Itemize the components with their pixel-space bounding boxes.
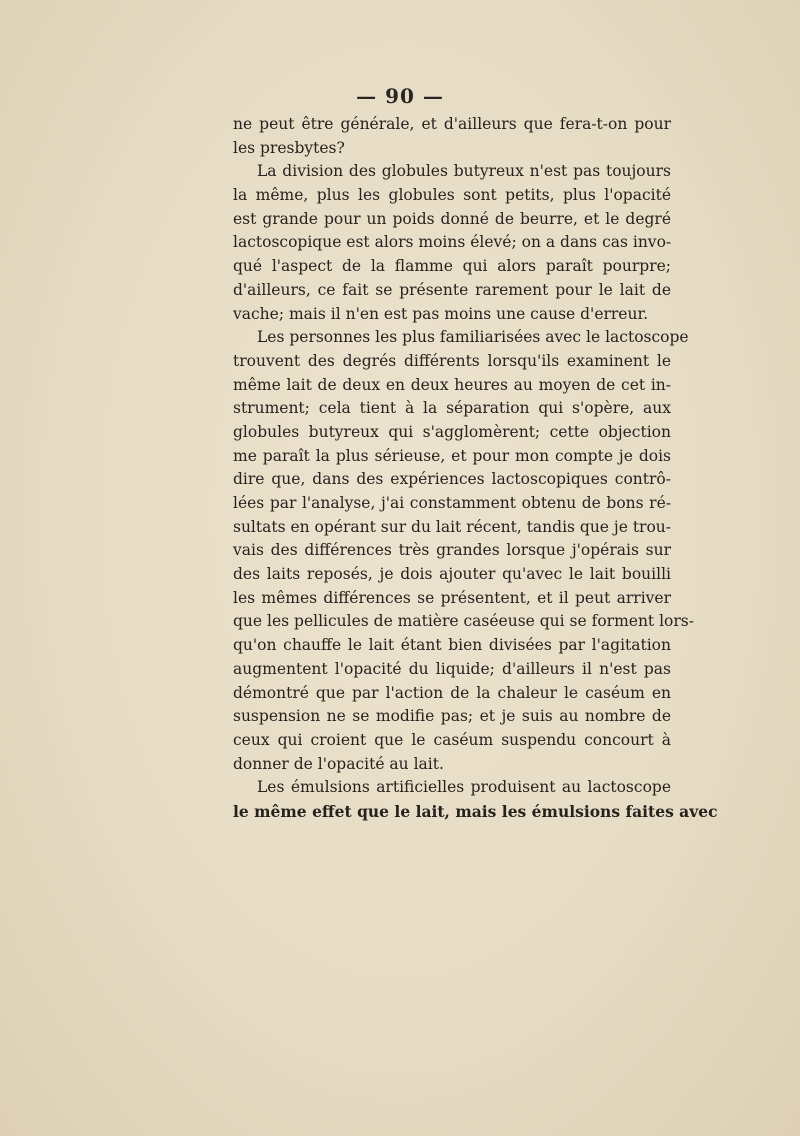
text-line: sultats en opérant sur du lait récent, tandis que je trou- — [233, 517, 672, 536]
text-line: globules butyreux qui s'agglomèrent; cette objection — [233, 422, 671, 441]
text-line: trouvent des degrés différents lorsqu'ils examinent le — [233, 351, 671, 370]
text-line: des laits reposés, je dois ajouter qu'avec le lait bouilli — [233, 565, 671, 584]
text-line: augmentent l'opacité du liquide; d'ailleurs il n'est pas — [233, 659, 671, 678]
text-line: la même, plus les globules sont petits, plus l'opacité — [233, 186, 671, 205]
text-line: vache; mais il n'en est pas moins une cause d'erreur. — [233, 304, 649, 323]
text-line: donner de l'opacité au lait. — [233, 754, 444, 773]
body-text — [233, 113, 718, 824]
text-line: d'ailleurs, ce fait se présente rarement pour le lait de — [233, 280, 671, 299]
text-line: les presbytes? — [233, 138, 345, 157]
text-line: est grande pour un poids donné de beurre, et le degré — [233, 209, 671, 228]
text-line: qué l'aspect de la flamme qui alors paraît pourpre; — [233, 257, 671, 276]
text-line: vais des différences très grandes lorsque j'opérais sur — [233, 541, 671, 560]
text-line: dire que, dans des expériences lactoscopiques contrô- — [233, 470, 671, 489]
text-line: démontré que par l'action de la chaleur le caséum en — [233, 683, 671, 702]
text-line: ne peut être générale, et d'ailleurs que fera-t-on pour — [233, 115, 671, 133]
text-line: même lait de deux en deux heures au moyen de cet in- — [233, 375, 671, 394]
text-line: Les personnes les plus familiarisées avec le lactoscope — [257, 328, 689, 347]
text-line: suspension ne se modifie pas; et je suis au nombre de — [233, 707, 671, 726]
text-line: que les pellicules de matière caséeuse qui se forment lors- — [233, 612, 694, 631]
text-line: strument; cela tient à la séparation qui s'opère, aux — [233, 399, 671, 418]
text-line: qu'on chauffe le lait étant bien divisées par l'agitation — [233, 636, 671, 655]
text-line: lactoscopique est alors moins élevé; on a dans cas invo- — [233, 233, 672, 252]
text-line: lées par l'analyse, j'ai constamment obtenu de bons ré- — [233, 494, 671, 512]
text-line: ceux qui croient que le caséum suspendu concourt à — [233, 730, 671, 749]
text-line: les mêmes différences se présentent, et il peut arriver — [233, 588, 671, 607]
text-line: le même effet que le lait, mais les émulsions faites avec — [233, 801, 718, 821]
page-number: — 90 — — [356, 84, 444, 108]
text-line: Les émulsions artificielles produisent au lactoscope — [257, 778, 671, 797]
text-line: me paraît la plus sérieuse, et pour mon compte je dois — [233, 446, 671, 465]
text-line: La division des globules butyreux n'est pas toujours — [257, 162, 671, 181]
